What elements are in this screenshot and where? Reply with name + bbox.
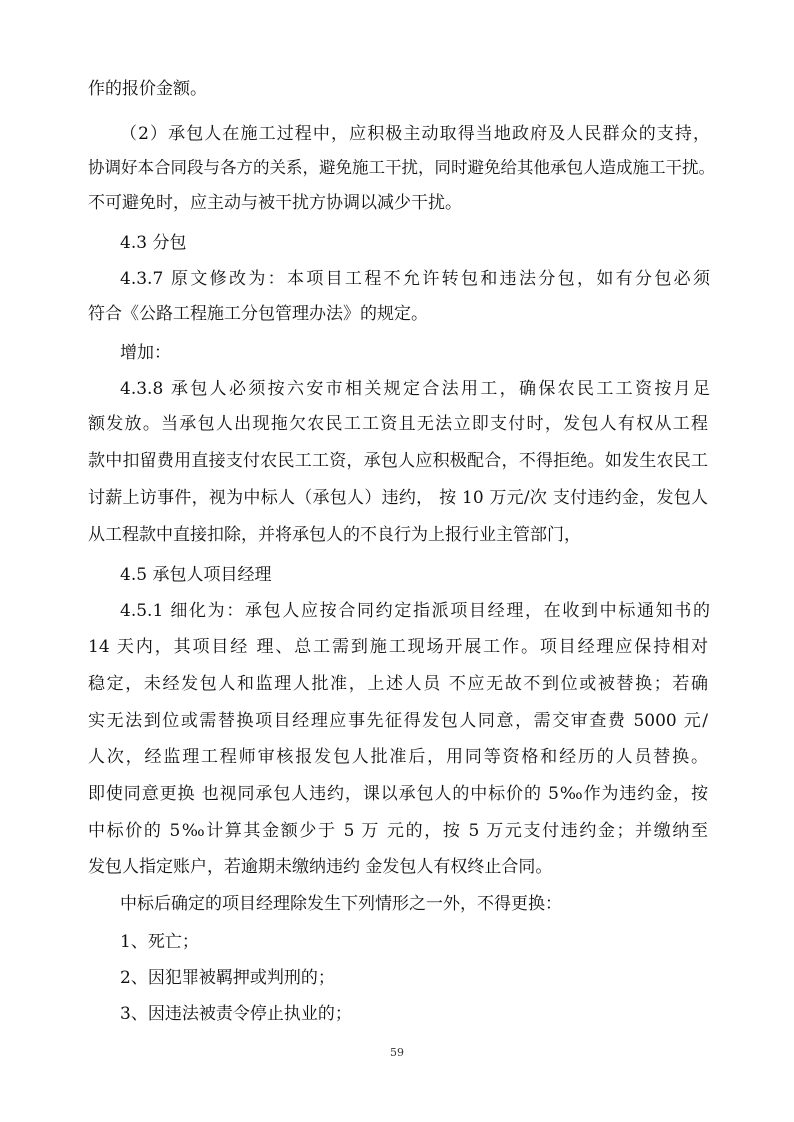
text-line: 稳定，未经发包人和监理人批准，上述人员 不应无故不到位或被替换；若确 [88,674,708,694]
text-line: 14 天内，其项目经 理、总工需到施工现场开展工作。项目经理应保持相对 [88,637,708,657]
text-line: 增加： [120,343,171,363]
text-line: 协调好本合同段与各方的关系，避免施工干扰，同时避免给其他承包人造成施工干扰。 [88,158,715,177]
list-item: 3、因违法被责令停止执业的； [120,1004,352,1024]
list-item: 2、因犯罪被羁押或判刑的； [120,968,335,988]
text-line: 发包人指定账户，若逾期未缴纳违约 金发包人有权终止合同。 [88,857,553,877]
text-line: 4.5.1 细化为：承包人应按合同约定指派项目经理，在收到中标通知书的 [120,601,710,621]
page-number: 59 [390,1046,404,1059]
text-line: 不可避免时，应主动与被干扰方协调以减少干扰。 [88,193,462,213]
text-line: 中标后确定的项目经理除发生下列情形之一外，不得更换： [120,894,562,914]
text-line: 额发放。当承包人出现拖欠农民工工资且无法立即支付时，发包人有权从工程 [88,414,708,434]
text-line: 即使同意更换 也视同承包人违约，课以承包人的中标价的 5‰作为违约金，按 [88,784,708,804]
text-line: 讨薪上访事件，视为中标人（承包人）违约， 按 10 万元/次 支付违约金，发包人 [88,488,708,508]
section-heading: 4.3 分包 [120,233,187,253]
list-item: 1、死亡； [120,932,199,952]
text-line: 中标价的 5‰计算其金额少于 5 万 元的，按 5 万元支付违约金；并缴纳至 [88,821,708,841]
text-line: 人次，经监理工程师审核报发包人批准后，用同等资格和经历的人员替换。 [88,747,708,767]
text-line: 4.3.7 原文修改为：本项目工程不允许转包和违法分包，如有分包必须 [120,269,710,289]
text-line: 4.3.8 承包人必须按六安市相关规定合法用工，确保农民工工资按月足 [120,379,710,399]
text-line: （2）承包人在施工过程中，应积极主动取得当地政府及人民群众的支持， [120,124,710,144]
text-line: 符合《公路工程施工分包管理办法》的规定。 [88,304,428,324]
text-line: 从工程款中直接扣除，并将承包人的不良行为上报行业主管部门， [88,525,581,545]
section-heading: 4.5 承包人项目经理 [120,565,272,585]
text-line: 作的报价金额。 [88,79,207,99]
text-line: 实无法到位或需替换项目经理应事先征得发包人同意，需交审查费 5000 元/ [88,711,708,731]
text-line: 款中扣留费用直接支付农民工工资，承包人应积极配合，不得拒绝。如发生农民工 [88,451,708,471]
